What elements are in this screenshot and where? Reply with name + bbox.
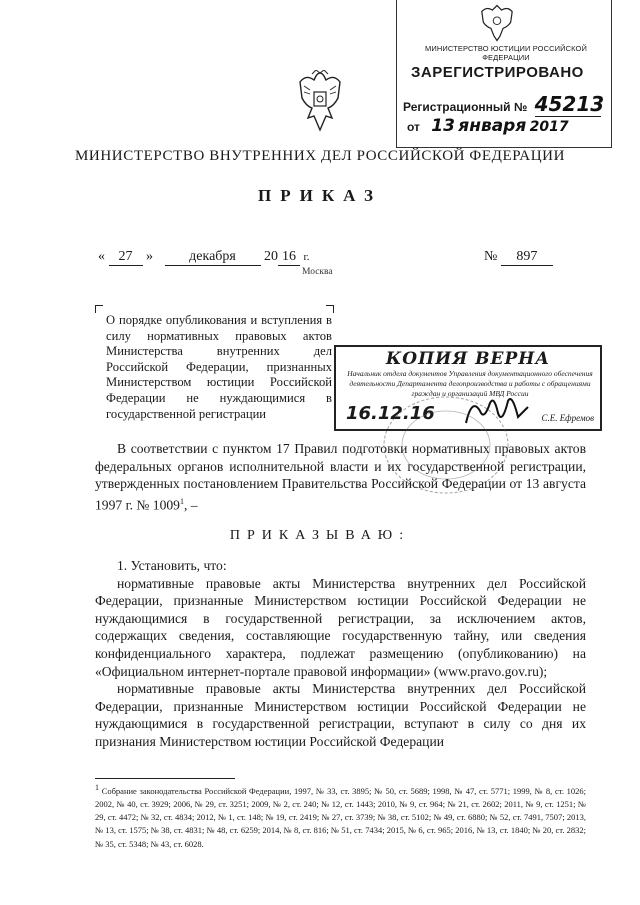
subject-corner-left — [95, 305, 103, 313]
copy-stamp-title: КОПИЯ ВЕРНА — [385, 349, 551, 369]
stamp-reg-number-label: Регистрационный № — [403, 100, 528, 114]
stamp-registered: ЗАРЕГИСТРИРОВАНО — [411, 64, 584, 81]
date-open-quote: « — [98, 249, 105, 264]
stamp-ministry: МИНИСТЕРСТВО ЮСТИЦИИ РОССИЙСКОЙ ФЕДЕРАЦИИ — [425, 44, 587, 62]
order-number — [484, 249, 553, 266]
copy-stamp-date: 16.12.16 — [346, 403, 435, 424]
stamp-emblem-icon — [477, 4, 517, 42]
order-number-label: № — [484, 249, 498, 264]
date-year-prefix: 20 — [264, 249, 278, 264]
ministry-title: МИНИСТЕРСТВО ВНУТРЕННИХ ДЕЛ РОССИЙСКОЙ ФЕДЕРАЦИИ — [75, 148, 565, 164]
preamble — [95, 440, 586, 514]
stamp-date-prefix: от — [407, 120, 420, 134]
subject-corner-right — [326, 305, 334, 313]
copy-stamp-name: С.Е. Ефремов — [541, 413, 594, 423]
order-word: ПРИКАЗЫВАЮ: — [229, 528, 411, 543]
preamble-paragraph — [95, 440, 586, 514]
stamp-date-month: января — [458, 116, 527, 136]
item-1-b: нормативные правовые акты Министерства внутренних дел Российской Федерации, признанные Министерством юстиции Российской Федерации не нуждающимися в государственной регистрации, вступают в силу со дня их признания Министерством юстиции Российской Федерации — [95, 681, 586, 749]
order-number-value: 897 — [501, 249, 553, 266]
stamp-reg-number-row — [403, 92, 605, 117]
stamp-date-row — [407, 116, 569, 136]
footnote-separator — [95, 778, 235, 779]
footnote-mark: 1 — [95, 783, 99, 792]
city: Москва — [302, 267, 333, 277]
document-type: ПРИКАЗ — [258, 186, 382, 205]
date-line — [98, 249, 310, 266]
date-year-suffix: 16 — [278, 249, 300, 266]
subject-text: О порядке опубликования и вступления в силу нормативных правовых актов Министерства внутренних дел Российской Федерации, признанных Министерством юстиции Российской Федерации не нуждающимися в государственной регистрации — [106, 313, 332, 421]
registration-stamp — [396, 0, 612, 148]
stamp-reg-number: 45213 — [534, 92, 605, 116]
stamp-date-year: 2017 — [529, 119, 569, 135]
date-close-quote: » — [146, 249, 153, 264]
copy-stamp-text: Начальник отдела документов Управления документационного обеспечения деятельности Департамента делопроизводства и работы с обращениями граждан и организаций МВД России — [347, 369, 593, 398]
coat-of-arms-icon — [294, 70, 346, 134]
order-items — [95, 557, 586, 751]
item-1-a: нормативные правовые акты Министерства внутренних дел Российской Федерации, признанные Министерством юстиции Российской Федерации не нуждающимися в государственной регистрации, за исключением актов, содержащих сведения, составляющие государственную тайну, или сведения конфиденциального характера, подлежат размещению (опубликованию) на «Официальном интернет-портале правовой информации» (www.pravo.gov.ru); — [95, 575, 586, 679]
footnote-text: Собрание законодательства Российской Федерации, 1997, № 33, ст. 3895; № 50, ст. 5689; 1998, № 47, ст. 5771; 1999, № 8, ст. 1026; 2002, № 40, ст. 3929; 2006, № 29, ст. 3251; 2009, № 2, ст. 240; № 12, ст. 1443; 2010, № 9, ст. 964; № 21, ст. 2602; 2011, № 9, ст. 1251; № 29, ст. 4472; № 32, ст. 4834; 2012, № 1, ст. 148; № 19, ст. 2419; № 27, ст. 3739; № 38, ст. 5102; № 49, ст. 6880; № 52, ст. 7491, 7507; 2013, № 13, ст. 1575; № 38, ст. 4831; № 48, ст. 6259; 2014, № 8, ст. 816; № 51, ст. 7434; 2015, № 6, ст. 965; 2016, № 13, ст. 1840; № 20, ст. 2832; № 35, ст. 5348; № 43, ст. 6028. — [95, 785, 586, 849]
date-month: декабря — [165, 249, 261, 266]
preamble-footnote-mark: 1 — [179, 496, 184, 506]
footnote — [95, 781, 586, 851]
stamp-date-day: 13 — [431, 116, 455, 136]
item-1: 1. Установить, что: — [117, 558, 227, 573]
preamble-end: , – — [183, 497, 198, 513]
preamble-text: В соответствии с пунктом 17 Правил подготовки нормативных правовых актов федеральных органов исполнительной власти и их государственной регистрации, утвержденных постановлением Правительства Российской Федерации от 13 августа 1997 г. № 1009 — [95, 441, 586, 513]
subject — [106, 313, 332, 422]
date-day: 27 — [109, 249, 143, 266]
date-year-mark: г. — [303, 251, 310, 263]
